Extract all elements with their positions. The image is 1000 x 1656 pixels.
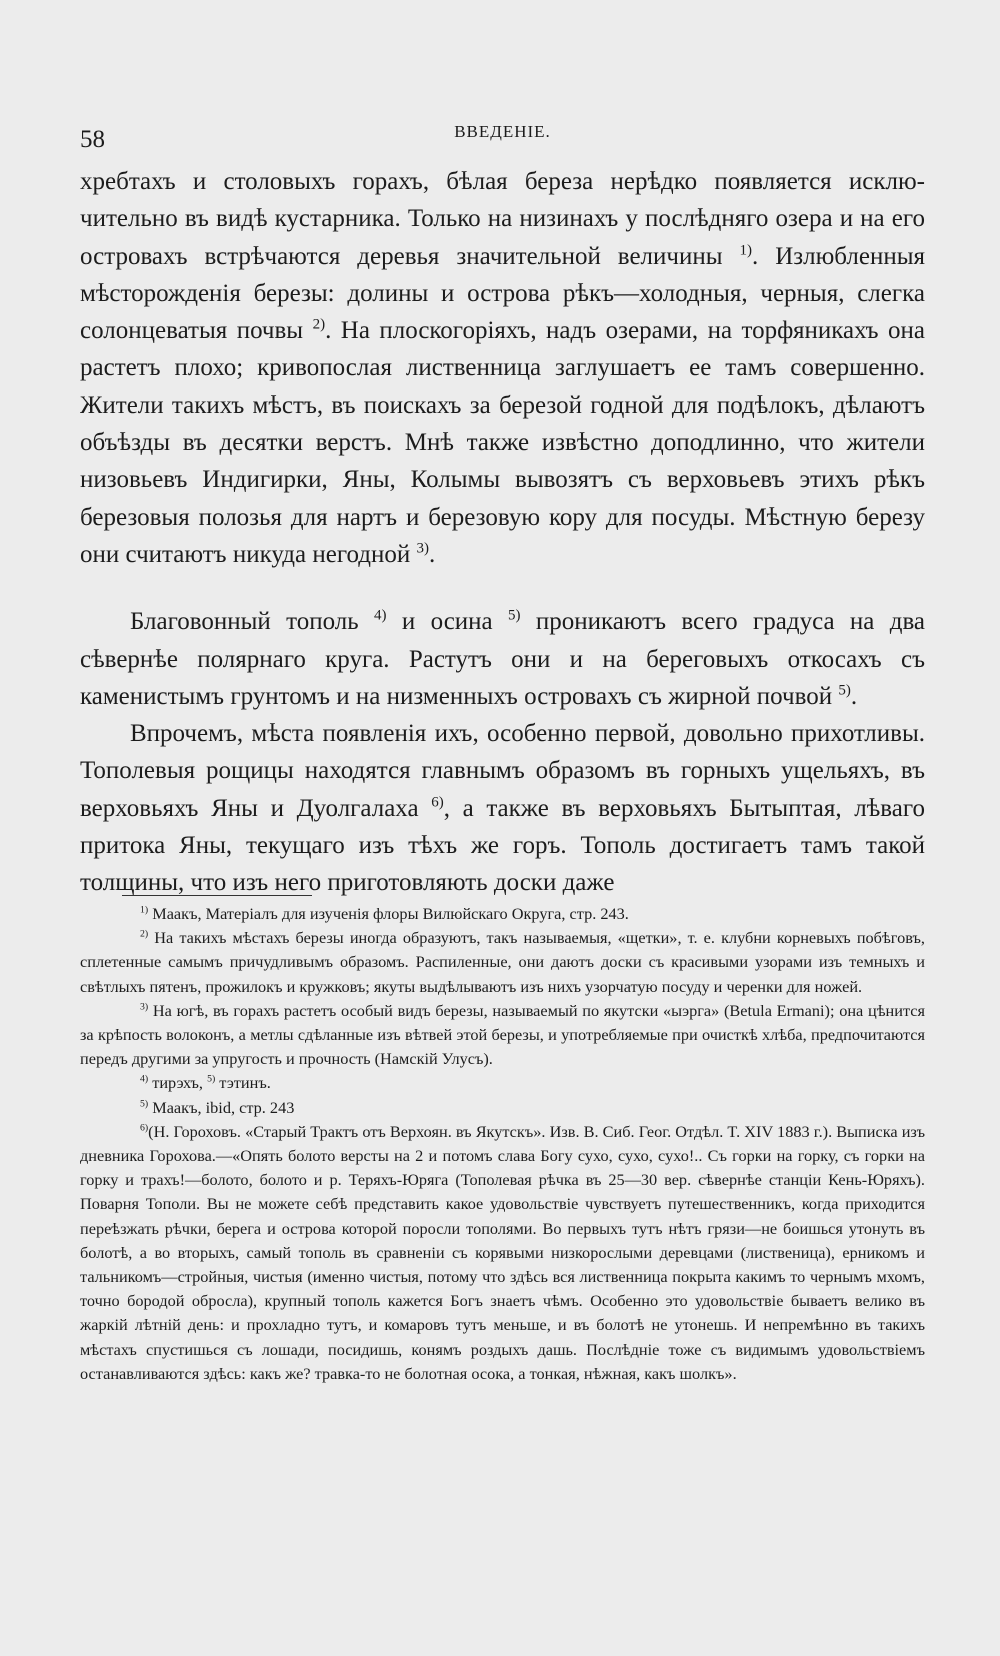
paragraph-text: . Излюбленныя мѣсторожденія березы: долины и острова рѣкъ—холодныя, черныя, слегка солонцеватыя почвы — [80, 242, 925, 345]
footnote-text: На югѣ, въ горахъ растетъ особый видъ березы, называемый по якутски «ыэрга» (Betula Ermani); она цѣнится за крѣпость волоконъ, а метлы сдѣланные изъ вѣтвей этой березы, и употребляемые при очисткѣ хлѣба, предпочитаются передъ другими за упругость и прочность (Намскій Улусъ). — [80, 1000, 925, 1069]
footnote-text: Маакъ, ibid, стр. 243 — [152, 1097, 295, 1117]
footnote-6 — [80, 1120, 925, 1386]
footnote-ref: 1) — [739, 242, 752, 259]
running-title: ВВЕДЕНІЕ. — [454, 122, 551, 141]
page-header — [80, 118, 925, 153]
footnote-5 — [80, 1096, 925, 1120]
paragraph-text: и осина — [386, 608, 493, 636]
paragraph-birch — [80, 163, 925, 573]
footnote-mark: 2) — [140, 928, 149, 940]
paragraph-text: . — [429, 540, 436, 568]
footnote-text: тэтинъ. — [219, 1073, 271, 1093]
footnote-1 — [80, 902, 925, 926]
footnote-text: На такихъ мѣстахъ березы иногда образуютъ, такъ называемыя, «щетки», т. е. клубни корневыхъ побѣговъ, сплетенные самымъ причудливымъ образомъ. Распиленные, они даютъ доски съ красивыми узорами изъ темныхъ и свѣтлыхъ пятенъ, прожилокъ и кружковъ; якуты выдѣлываютъ изъ нихъ узорчатую посуду и черенки для ножей. — [80, 928, 925, 996]
footnote-text: (Н. Гороховъ. «Старый Трактъ отъ Верхоян. въ Якутскъ». Изв. В. Сиб. Геог. Отдѣл. T. XIV 1883 г.). Выписка изъ дневника Горохова.—«Опять болото версты на 2 и потомъ слава Богу сухо, сухо, сухо!.. Съ горки на горку, съ горки на горку и трахъ!—болото, болото и р. Теряхъ-Юряга (Тополевая рѣчка въ 25—30 вер. сѣвернѣе станціи Кень-Юряхъ). Поварня Тополи. Вы не можете себѣ представить какое удовольствіе чувствуетъ путешественникъ, когда приходится переѣзжать рѣчки, берега и острова которой поросли тополями. Во первыхъ тутъ нѣтъ грязи—не боишься утонуть въ болотѣ, а во вторыхъ, самый тополь въ сравненіи съ корявыми низкорослыми деревцами (лиственица), ерникомъ и тальникомъ—стройныя, чистыя (именно чистыя, потому что здѣсь вся лиственница покрыта какимъ то чернымъ мхомъ, точно бородой обросла), крупный тополь кажется Богъ знаетъ чѣмъ. Особенно это удовольствіе бываетъ велико въ жаркій лѣтній день: и прохладно тутъ, и комаровъ тутъ меньше, и въ болотѣ не утонешь. И непремѣнно въ такихъ мѣстахъ спустишься съ лошади, посидишь, конямъ роздыхъ дашь. Послѣдніе тоже съ видимымъ удовольствіемъ останавливаются здѣсь: какъ же? травка-то не болотная осока, а тонкая, нѣжная, какъ шолкъ». — [80, 1121, 925, 1383]
paragraph-text: хребтахъ и столовыхъ горахъ, бѣлая береза нерѣдко появляется исключительно въ видѣ кустарника. Только на низинахъ у послѣдняго озера и на его островахъ встрѣчаются деревья значительной величины — [80, 168, 925, 270]
footnotes — [80, 902, 925, 1386]
footnote-ref: 3) — [416, 540, 429, 557]
paragraph-text: , а также въ верховьяхъ Бытыптая, лѣваго притока Яны, текущаго изъ тѣхъ же горъ. Тополь достигаетъ тамъ такой толщины, что изъ него приготовляють доски даже — [80, 794, 926, 897]
footnote-mark: 1) — [140, 904, 149, 916]
footnote-mark: 5) — [207, 1074, 216, 1085]
footnote-mark: 6) — [140, 1122, 149, 1134]
footnote-divider — [122, 895, 312, 896]
paragraph-text: . — [850, 682, 858, 710]
paragraph-groves — [80, 715, 925, 901]
footnote-2 — [80, 926, 925, 999]
main-text — [80, 163, 925, 902]
footnote-ref: 4) — [374, 607, 387, 624]
paragraph-poplar — [80, 603, 925, 715]
paragraph-text: проникаютъ всего градуса на два сѣвернѣе полярнаго круга. Растутъ они и на береговыхъ откосахъ съ каменистымъ грунтомъ и на низменныхъ островахъ съ жирной почвой — [80, 608, 926, 710]
page-number: 58 — [80, 126, 105, 153]
footnote-text: Маакъ, Матеріалъ для изученія флоры Вилюйскаго Округа, стр. 243. — [152, 904, 629, 923]
footnote-mark: 4) — [140, 1074, 149, 1085]
footnote-mark: 3) — [140, 1001, 149, 1013]
footnote-3 — [80, 999, 925, 1072]
footnote-ref: 5) — [508, 607, 521, 624]
paragraph-text: Впрочемъ, мѣста появленія ихъ, особенно первой, довольно прихотливы. Тополевыя рощицы находятся главнымъ образомъ въ горныхъ ущельяхъ, въ верховьяхъ Яны и Дуолгалаха — [80, 720, 925, 822]
footnote-ref: 5) — [838, 682, 851, 699]
footnote-4 — [80, 1071, 925, 1095]
paragraph-text: Благовонный тополь — [130, 608, 359, 636]
footnote-ref: 2) — [312, 316, 326, 333]
footnote-ref: 6) — [431, 794, 444, 811]
paragraph-text: . На плоскогоріяхъ, надъ озерами, на торфяникахъ она растетъ плохо; кривопослая лиственница заглушаетъ ее тамъ совершенно. Жители такихъ мѣстъ, въ поискахъ за березой годной для подѣлокъ, дѣлаютъ объѣзды въ десятки верстъ. Мнѣ также извѣстно доподлинно, что жители низовьевъ Индигирки, Яны, Колымы вывозятъ съ верховьевъ этихъ рѣкъ березовыя полозья для нартъ и березовую кору для посуды. Мѣстную березу они считаютъ никуда негодной — [80, 317, 925, 568]
footnote-mark: 5) — [140, 1098, 149, 1110]
footnote-text: тирэхъ, — [152, 1073, 203, 1093]
